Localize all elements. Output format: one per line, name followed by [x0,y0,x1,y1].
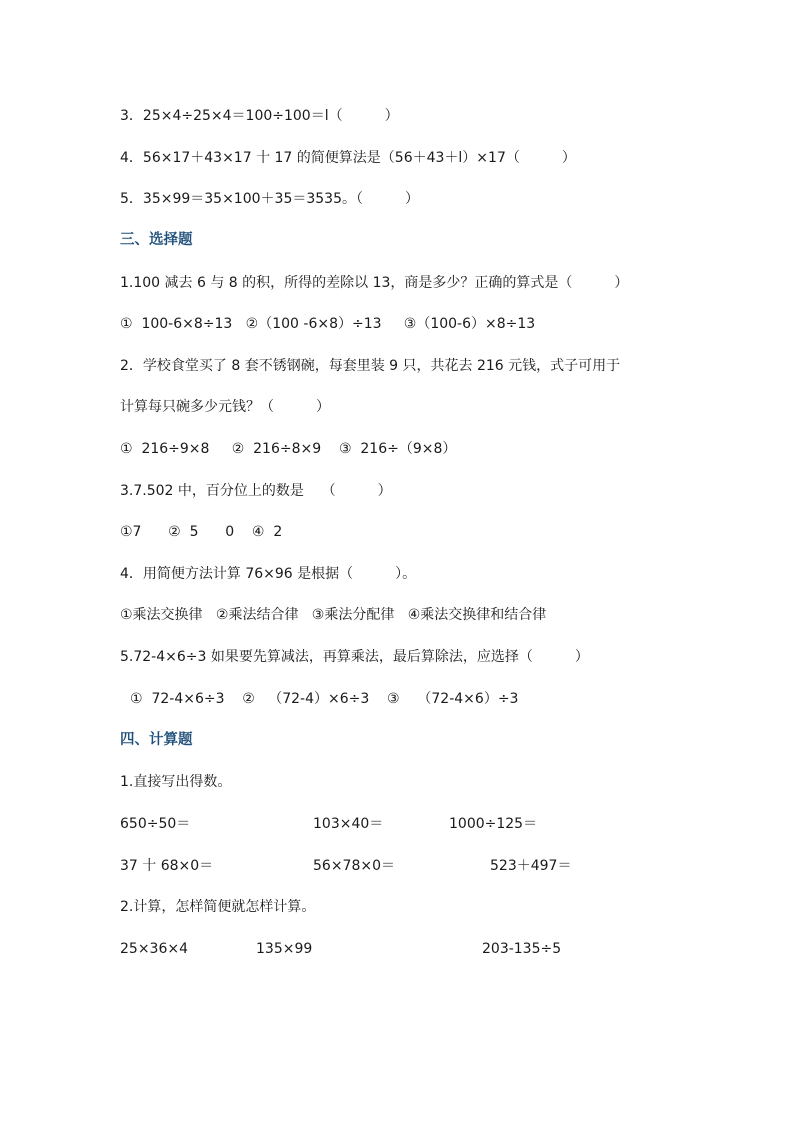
judgement-item-5: 5．35×99＝35×100＋35＝3535。（ ） [120,191,419,207]
calc-row-2-item-1: 37 十 68×0＝ [120,858,214,874]
calc-row-2-item-2: 56×78×0＝ [313,858,395,874]
calc-question-1: 1.直接写出得数。 [120,774,232,790]
calc-row-1-item-2: 103×40＝ [313,816,384,832]
choice-options-5: ① 72-4×6÷3 ② （72-4）×6÷3 ③ （72-4×6）÷3 [130,691,519,707]
judgement-item-4: 4．56×17＋43×17 十 17 的简便算法是（56＋43＋l）×17（ ） [120,150,576,166]
choice-options-2: ① 216÷9×8 ② 216÷8×9 ③ 216÷（9×8） [120,441,457,457]
calc-row-3-item-3: 203-135÷5 [482,941,562,957]
choice-question-3: 3.7.502 中，百分位上的数是 （ ） [120,483,392,499]
choice-options-3: ①7 ② 5 0 ④ 2 [120,524,283,540]
choice-question-4: 4．用简便方法计算 76×96 是根据（ ）。 [120,566,417,582]
choice-options-4: ①乘法交换律 ②乘法结合律 ③乘法分配律 ④乘法交换律和结合律 [120,607,547,623]
choice-question-1: 1.100 减去 6 与 8 的积，所得的差除以 13，商是多少？正确的算式是（ ） [120,275,629,291]
choice-question-5: 5.72-4×6÷3 如果要先算减法，再算乘法，最后算除法，应选择（ ） [120,649,589,665]
calc-row-3-item-2: 135×99 [256,941,313,957]
calc-row-2-item-3: 523＋497＝ [490,858,572,874]
choice-question-2-line-1: 2．学校食堂买了 8 套不锈钢碗，每套里装 9 只，共花去 216 元钱，式子可用于 [120,358,621,374]
calc-row-1-item-3: 1000÷125＝ [449,816,538,832]
calc-row-1-item-1: 650÷50＝ [120,816,191,832]
calc-question-2: 2.计算，怎样简便就怎样计算。 [120,899,316,915]
section-heading-calc: 四、计算题 [120,732,193,748]
choice-options-1: ① 100-6×8÷13 ②（100 -6×8）÷13 ③（100-6）×8÷13 [120,316,536,332]
judgement-item-3: 3．25×4÷25×4＝100÷100＝l（ ） [120,108,399,124]
choice-question-2-line-2: 计算每只碗多少元钱？（ ） [120,399,330,415]
section-heading-choice: 三、选择题 [120,232,193,248]
calc-row-3-item-1: 25×36×4 [120,941,188,957]
